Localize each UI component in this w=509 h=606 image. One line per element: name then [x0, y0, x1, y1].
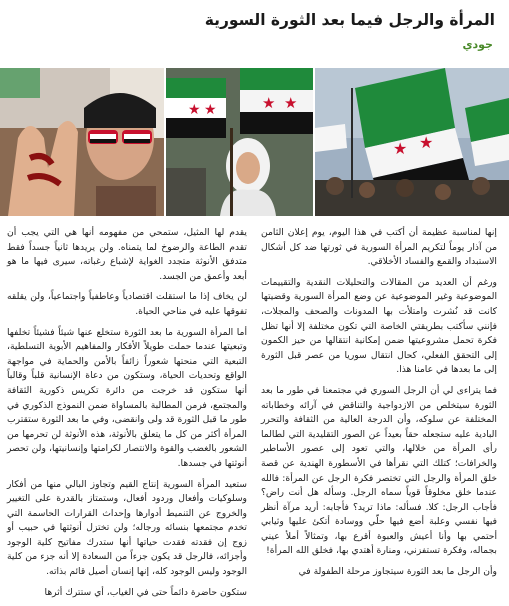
svg-text:★: ★ [393, 139, 408, 158]
paragraph: لن يخاف إذا ما استقلت اقتصادياً وعاطفياً واجتماعياً، ولن يقلقه تفوقها عليه في مناحي الحياة. [7, 291, 247, 317]
photo-left [0, 68, 164, 216]
paragraph: وأن الرجل ما بعد الثورة سيتجاوز مرحلة الطفولة في [298, 566, 497, 578]
article-column-left [7, 226, 247, 606]
photo-right [315, 68, 509, 216]
paragraph: يقدم لها المثيل، ستمحي من مفهومه أنها هي التي يجب أن تقدم الطاعة والرضوخ لما يتمناه. ولن يريدها ثانياً جسداً فقط متدفق الأنوثة متجدد الغواية لإشباع رغباته، سيرى فيها ما هو أبعد وأعمق من الجسد. [7, 227, 247, 282]
svg-text:★: ★ [204, 102, 217, 118]
paragraph: فما يتراءى لي أن الرجل السوري في مجتمعنا في طور ما بعد الثورة سيتخلص من الازدواجية والتناقض في آرائه وخطاباته المختلفة عن سلوكه، وأن الدرجة العالية من الثقافة والتحرر البادية عليه ستجعله حقاً بعيداً عن الصور التقليدية التي لطالما رأى المرأة من خلالها، والتي تعود إلى عصور الأساطير والخرافات؛ كتلك التي نقرأها في الأسطورة الهندية عن قصة خلق المرأة والرجل التي تختصر فكرة الرجل عن المرأة: فالله عندما خلق مخلوقاً قوياً سماه الرجل. وسأله هل أنت راض؟ فأجاب الرجل: كلا. فسأله: ماذا تريد؟ فأجابه: أريد مرآة أنظر فيها نفسي وعلبة أضع فيها حلّي ووسادة أتكئ عليها وثيابي أحتمي بها وأنا أعيش والعبوة أقرع بها، وتمثالاً أملأ عيني بجماله، وفكرة تستفزني، ومنارة أهتدي بها، فخلق الله المرأة! [261, 384, 497, 557]
photo-strip [0, 68, 509, 216]
protest-woman-sunglasses-image [0, 68, 164, 216]
article-author[interactable]: جودي [462, 38, 493, 51]
article-title: المرأة والرجل فيما بعد الثورة السورية [204, 11, 495, 29]
crowd-waving-flags-image [315, 68, 509, 216]
paragraph: ورغم أن العديد من المقالات والتحليلات النقدية والتقييمات الموضوعية وغير الموضوعية عن وضع المرأة السورية وقضيتها كانت قد نُشرت وامتلأت بها المدونات والصحف والمجلات، فإنني سأكتب بطريقتي الخاصة التي تكون مختلفة إلا أنها تظل فكرة تحمل مشروعيتها ضمن إمكانية انتقالها من حيز الكمون إلى التحقق الفعلي، كحال انتقال سوريا من عصر قبل الثورة إلى ما بعدها في عامنا هذا. [261, 276, 497, 376]
svg-text:★: ★ [284, 94, 298, 112]
article-column-right [261, 226, 497, 586]
woman-holding-flag-image [166, 68, 313, 216]
paragraph: إنها لمناسبة عظيمة أن أكتب في هذا اليوم، يوم إعلان الثامن من آذار يوماً لتكريم المرأة السورية في ثورتها ضد كل أشكال الاستبداد والقمع والفساد الأخلاقي. [261, 227, 497, 268]
paragraph: ستعيد المرأة السورية إنتاج القيم وتجاوز البالي منها من أفكار وسلوكيات وأفعال وردود أفعال، وستمتاز بالقدرة على التغيير والخروج عن التنميط أدوارها وإحداث القرارات الحاسمة التي تخدم مجتمعها بنسائه ورجاله؛ ولن تختزل أنوثتها في حبيب أو زوج إن فقدته فقدت حياتها أنها ستدرك مفاتيح كلية الوجود وأجزائه، فالرجل قد يكون جزءاً من السعادة إلا أنه جزء من كلية الوجود وليس الوجود كله، إنها إنسان أصيل قائم بذاته. [7, 478, 247, 578]
svg-text:★: ★ [188, 102, 201, 118]
svg-text:★: ★ [262, 94, 276, 112]
paragraph: ستكون حاضرة دائماً حتى في الغياب، أي ستترك أثرها [44, 586, 247, 598]
svg-text:★: ★ [419, 133, 434, 152]
paragraph: أما المرأة السورية ما بعد الثورة ستخلع عنها شيئاً فشيئاً تخلفها وتبعيتها عندما حملت طويلاً الأفكار والمفاهيم الأبوية التسلطية، التبعية التي منحتها شعوراً زائفاً بالأمن والحماية في مواجهة الواقع وتحديات الحياة، وستكون من دعاة الإنسانية قلباً وقالباً أنها ستكون قد خرجت من دائرة تكريس ذكورية الثقافة والمجتمع، فرمن المطالبة بالمساواة ضمن النموذج الذكوري في طور ما قبل الثورة قد ولى وانقضى، وفي ما بعد الثورة ستقترب المرأة أكثر من كل ما يتعلق بالأنوثة، هذه الأنوثة لن تحرمها من الشعور بالغضب والقوة والانتصار لكرامتها وإنسانيتها، ولن تحصر أنوثتها في جسدها. [7, 326, 247, 469]
photo-middle [166, 68, 313, 216]
